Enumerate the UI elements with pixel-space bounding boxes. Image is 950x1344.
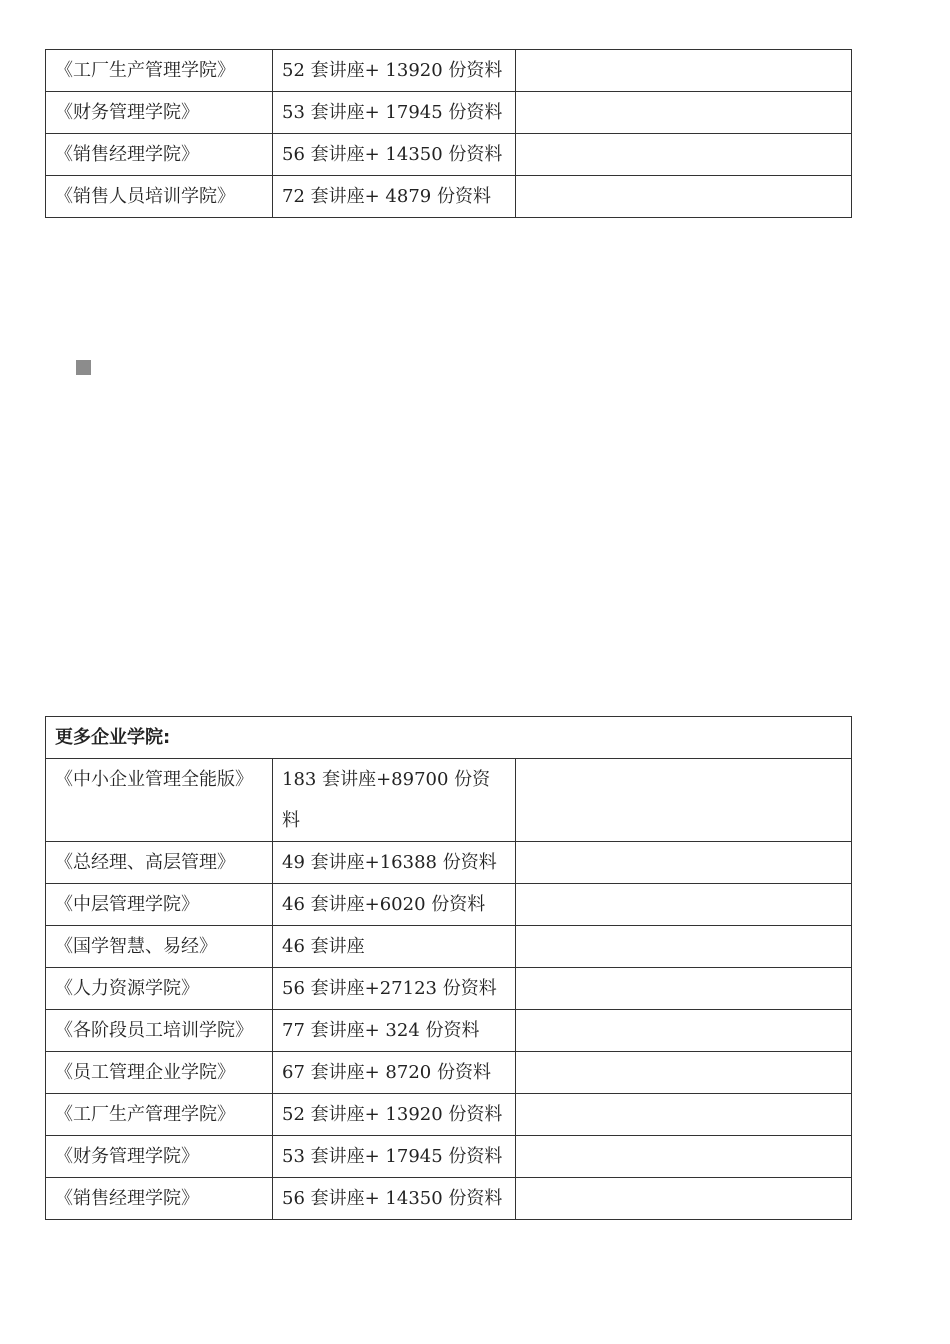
course-name-cell: 《财务管理学院》 [46,92,273,134]
course-name-cell: 《国学智慧、易经》 [46,926,273,968]
empty-cell [516,92,852,134]
table-row [46,842,852,884]
empty-cell [516,1094,852,1136]
course-name-cell: 《中小企业管理全能版》 [46,759,273,842]
top-course-table [45,49,852,218]
course-name-cell: 《工厂生产管理学院》 [46,50,273,92]
table-row [46,50,852,92]
table-row [46,1010,852,1052]
empty-cell [516,176,852,218]
course-content-cell: 53 套讲座+ 17945 份资料 [273,92,516,134]
table-row [46,1052,852,1094]
table-row [46,92,852,134]
course-content-cell: 46 套讲座 [273,926,516,968]
course-content-cell: 56 套讲座+ 14350 份资料 [273,1178,516,1220]
table-row [46,1094,852,1136]
empty-cell [516,884,852,926]
course-name-cell: 《人力资源学院》 [46,968,273,1010]
empty-cell [516,759,852,842]
course-content-cell: 72 套讲座+ 4879 份资料 [273,176,516,218]
empty-cell [516,50,852,92]
course-content-cell: 46 套讲座+6020 份资料 [273,884,516,926]
course-name-cell: 《总经理、高层管理》 [46,842,273,884]
empty-cell [516,968,852,1010]
table-row [46,926,852,968]
table-row [46,968,852,1010]
course-name-cell: 《员工管理企业学院》 [46,1052,273,1094]
course-content-cell: 52 套讲座+ 13920 份资料 [273,50,516,92]
table-row [46,884,852,926]
table-header-row [46,717,852,759]
table-row [46,759,852,842]
course-name-cell: 《销售经理学院》 [46,134,273,176]
empty-cell [516,1178,852,1220]
course-name-cell: 《工厂生产管理学院》 [46,1094,273,1136]
course-content-cell: 67 套讲座+ 8720 份资料 [273,1052,516,1094]
more-academies-table [45,716,852,1220]
square-bullet-icon [76,360,91,375]
empty-cell [516,926,852,968]
course-content-cell: 183 套讲座+89700 份资料 [273,759,516,842]
course-content-cell: 56 套讲座+27123 份资料 [273,968,516,1010]
course-content-cell: 77 套讲座+ 324 份资料 [273,1010,516,1052]
table-row [46,1136,852,1178]
course-content-cell: 56 套讲座+ 14350 份资料 [273,134,516,176]
course-content-cell: 49 套讲座+16388 份资料 [273,842,516,884]
course-name-cell: 《中层管理学院》 [46,884,273,926]
course-name-cell: 《各阶段员工培训学院》 [46,1010,273,1052]
course-name-cell: 《销售经理学院》 [46,1178,273,1220]
table-row [46,176,852,218]
course-content-cell: 53 套讲座+ 17945 份资料 [273,1136,516,1178]
table-row [46,134,852,176]
empty-cell [516,842,852,884]
course-name-cell: 《财务管理学院》 [46,1136,273,1178]
table-heading: 更多企业学院: [46,717,852,759]
empty-cell [516,134,852,176]
table-row [46,1178,852,1220]
empty-cell [516,1010,852,1052]
empty-cell [516,1136,852,1178]
course-name-cell: 《销售人员培训学院》 [46,176,273,218]
empty-cell [516,1052,852,1094]
course-content-cell: 52 套讲座+ 13920 份资料 [273,1094,516,1136]
